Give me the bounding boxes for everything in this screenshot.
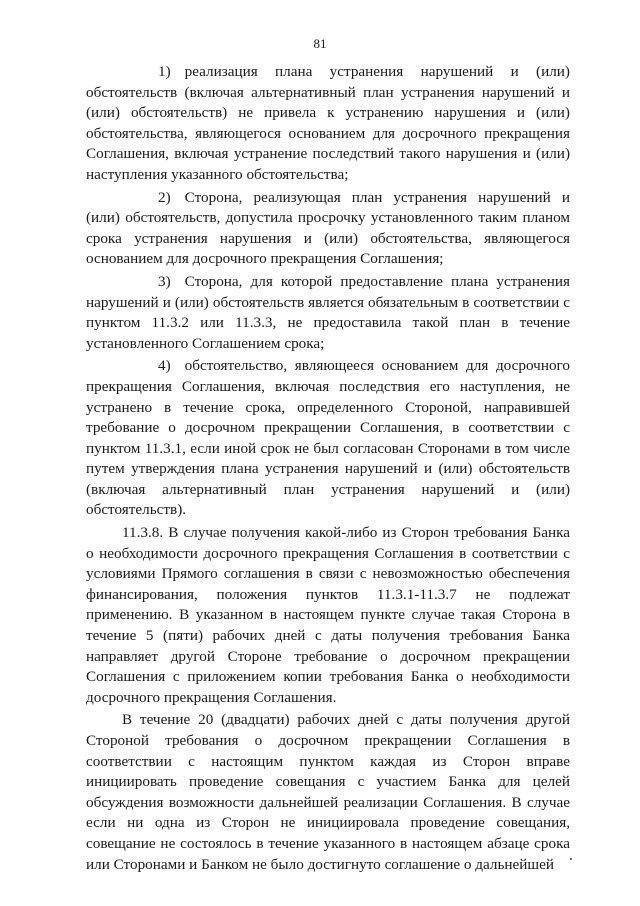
clause-text: 11.3.8. В случае получения какой-либо из Сторон требования Банка о необходимости досрочного прекращения Соглашения в соответствии с условиями Прямого соглашения в связи с невозможностью обеспечения финансирования, положения пунктов 11.3.1-11.3.7 не подлежат применению. В указанном в настоящем пункте случае такая Сторона в течение 5 (пяти) рабочих дней с даты получения требования Банка направляет другой Стороне требование о досрочном прекращении Соглашения с приложением копии требования Банка о необходимости досрочного прекращения Соглашения. bbox=[86, 524, 570, 706]
list-item-number: 2) bbox=[158, 188, 171, 206]
list-item-text: Сторона, для которой предоставление плана устранения нарушений и (или) обстоятельств является обязательным в соответствии с пунктом 11.3.2 или 11.3.3, не предоставила такой план в течение установленного Соглашением срока; bbox=[86, 272, 570, 352]
list-item-text: обстоятельство, являющееся основанием для досрочного прекращения Соглашения, включая последствия его наступления, не устранено в течение срока, определенного Стороной, направившей требование о досрочном прекращении Соглашения, в соответствии с пунктом 11.3.1, если иной срок не был согласован Сторонами в том числе путем утверждения плана устранения нарушений и (или) обстоятельств (включая альтернативный план устранения нарушений и (или) обстоятельств). bbox=[86, 357, 570, 519]
list-item-4 bbox=[86, 356, 570, 521]
list-item-number: 3) bbox=[158, 272, 171, 290]
scan-artifact bbox=[570, 858, 572, 860]
list-item-text: реализация плана устранения нарушений и (или) обстоятельств (включая альтернативный план устранения нарушений и (или) обстоятельств) не привела к устранению нарушения и (или) обстоятельства, являющегося основанием для досрочного прекращения Соглашения, включая устранение последствий такого нарушения и (или) наступления указанного обстоятельства; bbox=[86, 63, 570, 183]
list-item-2 bbox=[86, 188, 570, 270]
clause-11-3-8 bbox=[86, 523, 570, 708]
list-item-3 bbox=[86, 272, 570, 354]
page-number: 81 bbox=[313, 36, 327, 51]
paragraph-text: В течение 20 (двадцати) рабочих дней с даты получения другой Стороной требования о досрочном прекращении Соглашения в соответствии с настоящим пунктом каждая из Сторон вправе инициировать проведение совещания с участием Банка для целей обсуждения возможности дальнейшей реализации Соглашения. В случае если ни одна из Сторон не инициировала проведение совещания, совещание не состоялось в течение указанного в настоящем абзаце срока или Сторонами и Банком не было достигнуто соглашение о дальнейшей bbox=[86, 711, 570, 873]
list-item-text: Сторона, реализующая план устранения нарушений и (или) обстоятельств, допустила просрочку установленного таким планом срока устранения нарушения и (или) обстоятельства, являющегося основанием для досрочного прекращения Соглашения; bbox=[86, 188, 570, 268]
list-item-number: 4) bbox=[158, 357, 171, 375]
paragraph-meeting bbox=[86, 710, 570, 875]
document-body bbox=[86, 62, 570, 877]
list-item-number: 1) bbox=[158, 63, 171, 80]
list-item-1 bbox=[86, 62, 570, 186]
